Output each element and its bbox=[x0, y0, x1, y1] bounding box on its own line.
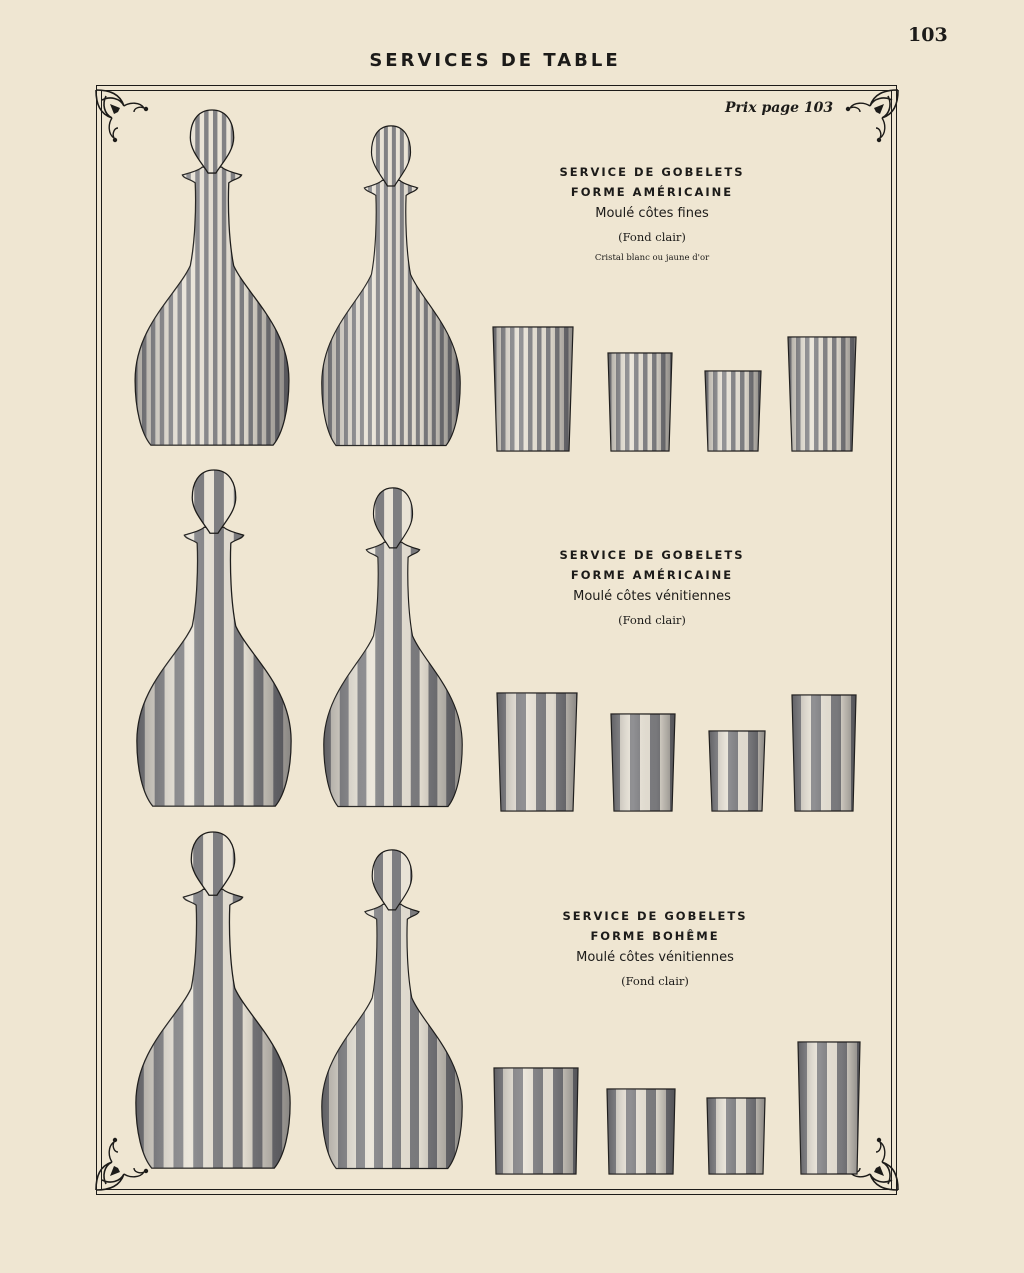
tumbler-tall-illustration bbox=[797, 1041, 861, 1175]
page-title: SERVICES DE TABLE bbox=[369, 50, 621, 71]
section-1-caption bbox=[502, 162, 802, 268]
section-1-line4: (Fond clair) bbox=[618, 230, 686, 244]
decanter-large-illustration bbox=[132, 830, 294, 1176]
tumbler-small-illustration bbox=[704, 370, 762, 452]
tumbler-large-illustration bbox=[496, 692, 578, 812]
tumbler-small-illustration bbox=[708, 730, 766, 812]
section-2-line3: Moulé côtes vénitiennes bbox=[573, 589, 731, 604]
section-3-caption bbox=[505, 906, 805, 992]
section-2-caption bbox=[502, 545, 802, 631]
tumbler-medium-illustration bbox=[610, 713, 676, 812]
section-3-line1: SERVICE DE GOBELETS bbox=[562, 909, 748, 923]
corner-ornament-top-right-icon bbox=[834, 84, 904, 144]
tumbler-medium-illustration bbox=[607, 352, 673, 452]
section-1-line2: FORME AMÉRICAINE bbox=[570, 185, 734, 199]
decanter-small-illustration bbox=[322, 486, 464, 814]
section-1-line1: SERVICE DE GOBELETS bbox=[559, 165, 745, 179]
section-2-line4: (Fond clair) bbox=[618, 613, 686, 627]
decanter-large-illustration bbox=[132, 108, 292, 453]
section-2-line1: SERVICE DE GOBELETS bbox=[559, 548, 745, 562]
tumbler-small-illustration bbox=[706, 1097, 766, 1175]
decanter-small-illustration bbox=[320, 848, 464, 1176]
section-3-line2: FORME BOHÊME bbox=[590, 929, 720, 943]
tumbler-tall-illustration bbox=[791, 694, 857, 812]
tumbler-large-illustration bbox=[493, 1067, 579, 1175]
section-3-line3: Moulé côtes vénitiennes bbox=[576, 950, 734, 965]
decanter-large-illustration bbox=[134, 468, 294, 814]
tumbler-medium-illustration bbox=[606, 1088, 676, 1175]
tumbler-large-illustration bbox=[492, 326, 574, 452]
section-3-line4: (Fond clair) bbox=[621, 974, 689, 988]
price-reference: Prix page 103 bbox=[725, 100, 834, 116]
tumbler-tall-illustration bbox=[787, 336, 857, 452]
section-1-line5: Cristal blanc ou jaune d'or bbox=[594, 253, 710, 263]
page-number: 103 bbox=[908, 24, 948, 46]
section-2-line2: FORME AMÉRICAINE bbox=[570, 568, 734, 582]
decanter-small-illustration bbox=[320, 124, 462, 453]
section-1-line3: Moulé côtes fines bbox=[595, 206, 709, 221]
